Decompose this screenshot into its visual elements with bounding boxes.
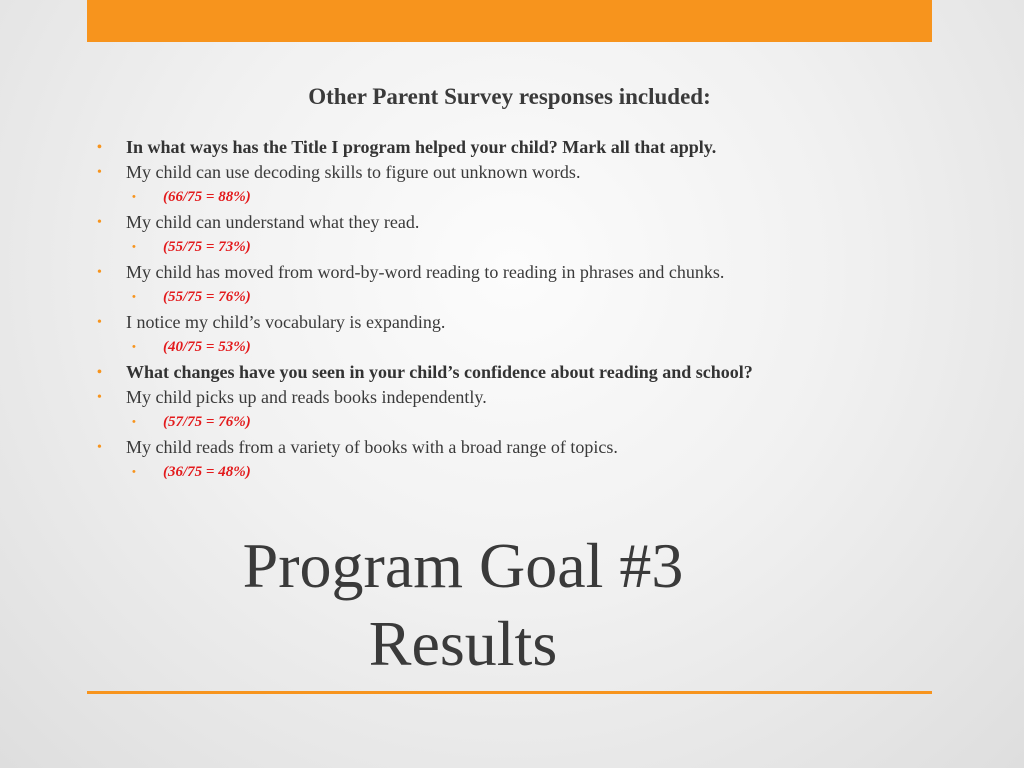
list-item-text: My child picks up and reads books independently. — [126, 387, 487, 407]
percentage-result: (36/75 = 48%) — [163, 464, 251, 480]
bullet-icon: • — [97, 315, 102, 330]
sub-bullet-icon: • — [132, 291, 136, 303]
list-item-text: My child reads from a variety of books with a broad range of topics. — [126, 437, 618, 457]
percentage-result: (55/75 = 76%) — [163, 289, 251, 305]
list-item — [97, 164, 887, 181]
list-item — [97, 139, 887, 156]
bullet-icon: • — [97, 265, 102, 280]
list-item — [97, 389, 887, 406]
bullet-icon: • — [97, 165, 102, 180]
bullet-list — [97, 139, 887, 489]
sub-bullet-icon: • — [132, 241, 136, 253]
list-sub-item — [97, 464, 887, 481]
title-line-2: Results — [368, 608, 558, 679]
list-item — [97, 314, 887, 331]
list-sub-item — [97, 289, 887, 306]
bullet-icon: • — [97, 390, 102, 405]
title-line-1: Program Goal #3 — [242, 530, 684, 601]
percentage-result: (40/75 = 53%) — [163, 339, 251, 355]
list-item-text: I notice my child’s vocabulary is expanding. — [126, 312, 446, 332]
bullet-icon: • — [97, 140, 102, 155]
list-sub-item — [97, 339, 887, 356]
list-item-text: My child has moved from word-by-word reading to reading in phrases and chunks. — [126, 262, 725, 282]
list-item-text: My child can understand what they read. — [126, 212, 420, 232]
list-item-text: In what ways has the Title I program helped your child? Mark all that apply. — [126, 137, 717, 157]
top-accent-bar — [87, 0, 932, 42]
list-item — [97, 264, 887, 281]
list-item — [97, 214, 887, 231]
slide-title — [87, 527, 839, 683]
bullet-icon: • — [97, 215, 102, 230]
sub-bullet-icon: • — [132, 466, 136, 478]
list-item-text: My child can use decoding skills to figure out unknown words. — [126, 162, 581, 182]
list-sub-item — [97, 189, 887, 206]
sub-bullet-icon: • — [132, 341, 136, 353]
bullet-icon: • — [97, 440, 102, 455]
sub-bullet-icon: • — [132, 416, 136, 428]
list-sub-item — [97, 414, 887, 431]
percentage-result: (55/75 = 73%) — [163, 239, 251, 255]
list-item-text: What changes have you seen in your child’s confidence about reading and school? — [126, 362, 753, 382]
list-item — [97, 439, 887, 456]
bullet-icon: • — [97, 365, 102, 380]
percentage-result: (66/75 = 88%) — [163, 189, 251, 205]
sub-bullet-icon: • — [132, 191, 136, 203]
bottom-accent-rule — [87, 691, 932, 694]
list-item — [97, 364, 887, 381]
slide-subtitle: Other Parent Survey responses included: — [308, 84, 711, 109]
list-sub-item — [97, 239, 887, 256]
percentage-result: (57/75 = 76%) — [163, 414, 251, 430]
